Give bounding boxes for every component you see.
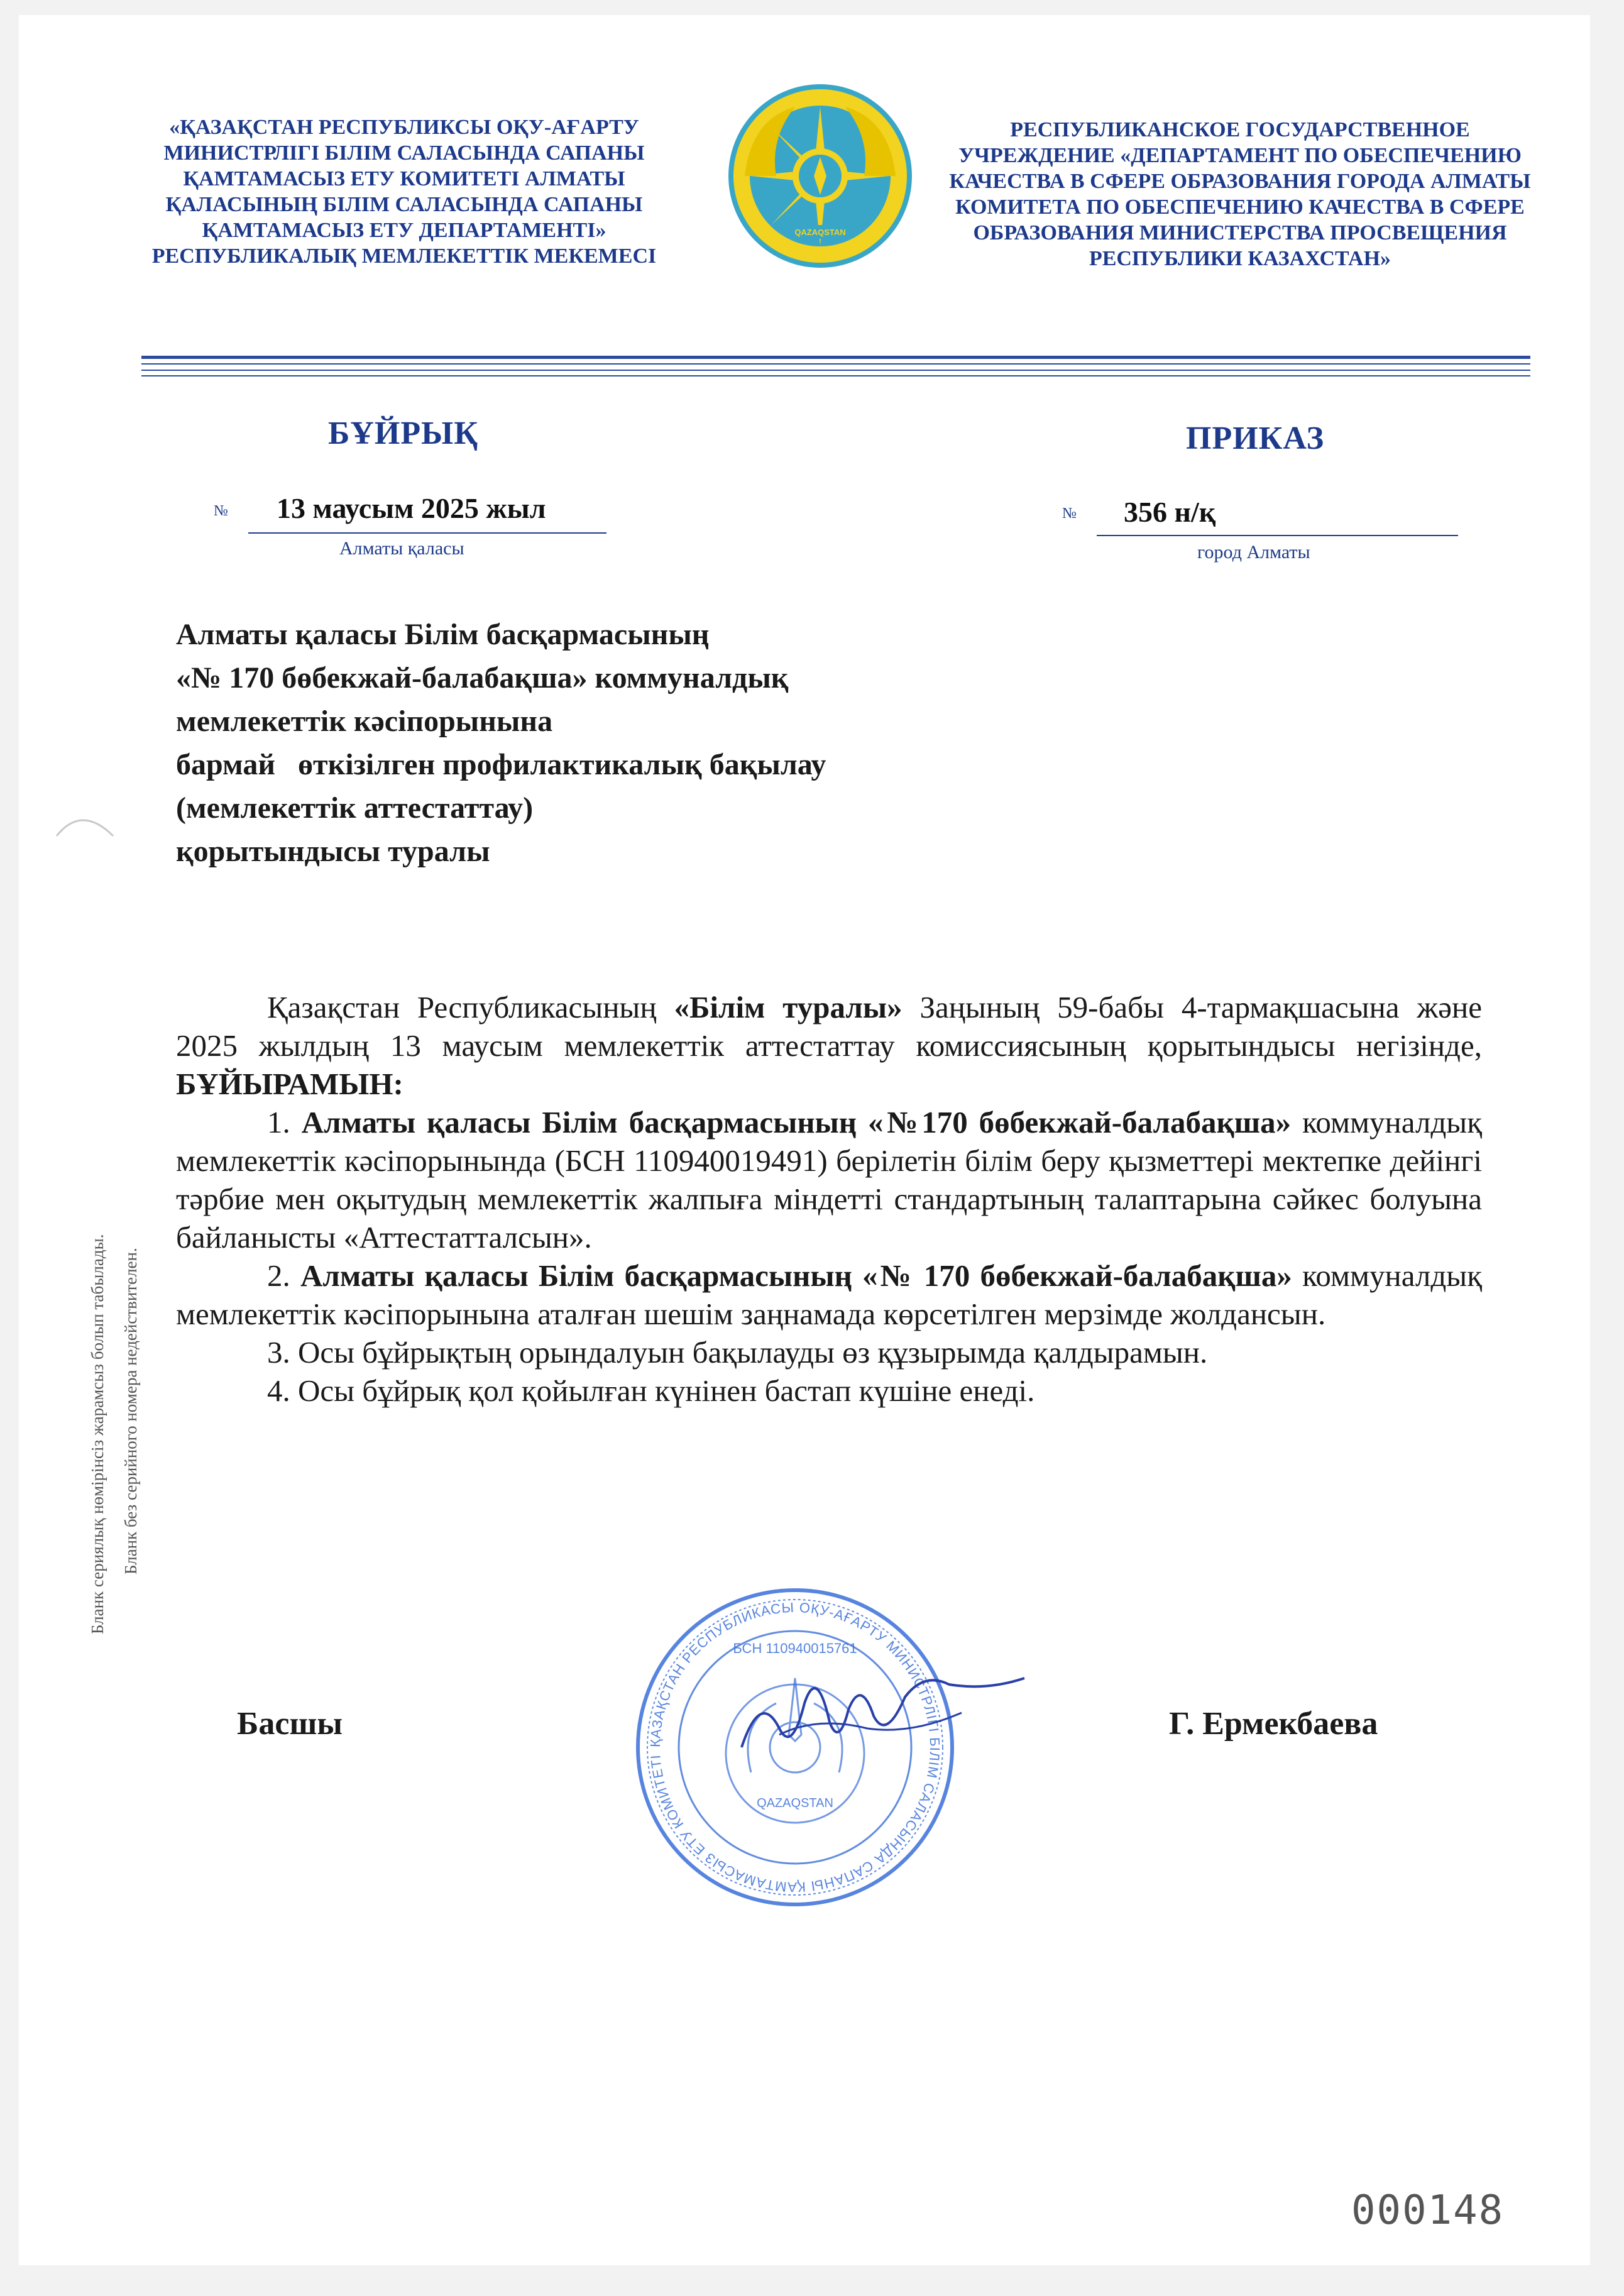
- svg-text:ҚАЗАҚСТАН РЕСПУБЛИКАСЫ ОҚУ-АҒА: ҚАЗАҚСТАН РЕСПУБЛИКАСЫ ОҚУ-АҒАРТУ МИНИСТРЛІГІ БІЛІМ САЛАСЫНДА САПАНЫ ҚАМТАМАСЫЗ ЕТУ КОМИТЕТІ: [647, 1599, 943, 1896]
- city-kz: Алматы қаласы: [339, 538, 464, 559]
- number-sign-kz: №: [214, 503, 228, 519]
- ru-organization-header: РЕСПУБЛИКАНСКОЕ ГОСУДАРСТВЕННОЕ УЧРЕЖДЕНИЕ «ДЕПАРТАМЕНТ ПО ОБЕСПЕЧЕНИЮ КАЧЕСТВА В СФЕРЕ ОБРАЗОВАНИЯ ГОРОДА АЛМАТЫ КОМИТЕТА ПО ОБЕСПЕЧЕНИЮ КАЧЕСТВА В СФЕРЕ ОБРАЗОВАНИЯ МИНИСТЕРСТВА ПРОСВЕЩЕНИЯ РЕСПУБЛИКИ КАЗАХСТАН»: [949, 118, 1531, 270]
- header-divider-line: [141, 370, 1530, 371]
- preamble-paragraph: Қазақстан Республикасының «Білім туралы» Заңының 59-бабы 4-тармақшасына және 2025 жылдың 13 маусым мемлекеттік аттестаттау комиссиясының қорытындысы негізінде, БҰЙЫРАМЫН:: [176, 990, 1482, 1101]
- kz-organization-header: «ҚАЗАҚСТАН РЕСПУБЛИКСЫ ОҚУ-АҒАРТУ МИНИСТРЛІГІ БІЛІМ САЛАСЫНДА САПАНЫ ҚАМТАМАСЫЗ ЕТУ КОМИТЕТІ АЛМАТЫ ҚАЛАСЫНЫҢ БІЛІМ САЛАСЫНДА САПАНЫ ҚАМТАМАСЫЗ ЕТУ ДЕПАРТАМЕНТІ» РЕСПУБЛИКАЛЫҚ МЕМЛЕКЕТТІК МЕКЕМЕСІ: [151, 116, 657, 268]
- order-item-3: 3. Осы бұйрықтың орындалуын бақылауды өз құзырымда қалдырамын.: [267, 1335, 1208, 1370]
- order-title-ru: ПРИКАЗ: [1186, 420, 1325, 456]
- order-item-4: 4. Осы бұйрық қол қойылған күнінен бастап күшіне енеді.: [267, 1373, 1035, 1408]
- svg-text:БСН 110940015761: БСН 110940015761: [733, 1640, 857, 1656]
- order-subject: [176, 613, 1056, 873]
- subject-line: мемлекеттік кәсіпорынына: [176, 705, 553, 738]
- order-number: 356 н/қ: [1124, 496, 1216, 528]
- serial-number: 000148: [1351, 2187, 1505, 2234]
- svg-text:QAZAQSTAN: QAZAQSTAN: [757, 1796, 833, 1810]
- handwritten-signature: [723, 1653, 1037, 1779]
- order-item-1: 1. Алматы қаласы Білім басқармасының «№170 бөбекжай-балабақша» коммуналдық мемлекеттік кәсіпорынында (БСН 110940019491) берілетін білім беру қызметтері мектепке дейінгі тәрбие мен оқытудың мемлекеттік жалпыға міндетті стандартының талаптарына сәйкес болуына байланысты «Аттестатталсын».: [176, 1105, 1483, 1255]
- subject-line: «№ 170 бөбекжай-балабақша» коммуналдық: [176, 661, 789, 695]
- number-underline: [1097, 535, 1458, 536]
- order-date: 13 маусым 2025 жыл: [277, 492, 546, 524]
- order-title-kz: БҰЙРЫҚ: [328, 415, 478, 451]
- header-divider-line: [141, 363, 1530, 365]
- svg-text:QAZAQSTAN: QAZAQSTAN: [794, 228, 846, 237]
- signatory-title: Басшы: [237, 1706, 343, 1742]
- margin-note-kz: Бланк сериялық нөмірінсіз жарамсыз болып табылады.: [88, 1234, 107, 1634]
- date-underline: [248, 532, 606, 534]
- margin-note-ru: Бланк без серийного номера недействителен.: [121, 1248, 140, 1574]
- punch-hole-mark: [44, 798, 119, 874]
- order-item-2: 2. Алматы қаласы Білім басқармасының «№ 170 бөбекжай-балабақша» коммуналдық мемлекеттік кәсіпорынына аталған шешім заңнамада көрсетілген мерзімде жолдансын.: [176, 1258, 1483, 1331]
- header-divider-line: [141, 356, 1530, 359]
- subject-line: (мемлекеттік аттестаттау): [176, 791, 534, 825]
- header-divider-line: [141, 375, 1530, 376]
- state-emblem-icon: [726, 82, 914, 270]
- city-ru: город Алматы: [1197, 542, 1310, 563]
- subject-line: қорытындысы туралы: [176, 835, 490, 868]
- number-sign-ru: №: [1062, 505, 1077, 522]
- subject-line: бармай өткізілген профилактикалық бақылау: [176, 748, 826, 781]
- signatory-name: Г. Ермекбаева: [1169, 1706, 1378, 1742]
- subject-line: Алматы қаласы Білім басқармасының: [176, 618, 710, 651]
- order-body: [176, 988, 1482, 1410]
